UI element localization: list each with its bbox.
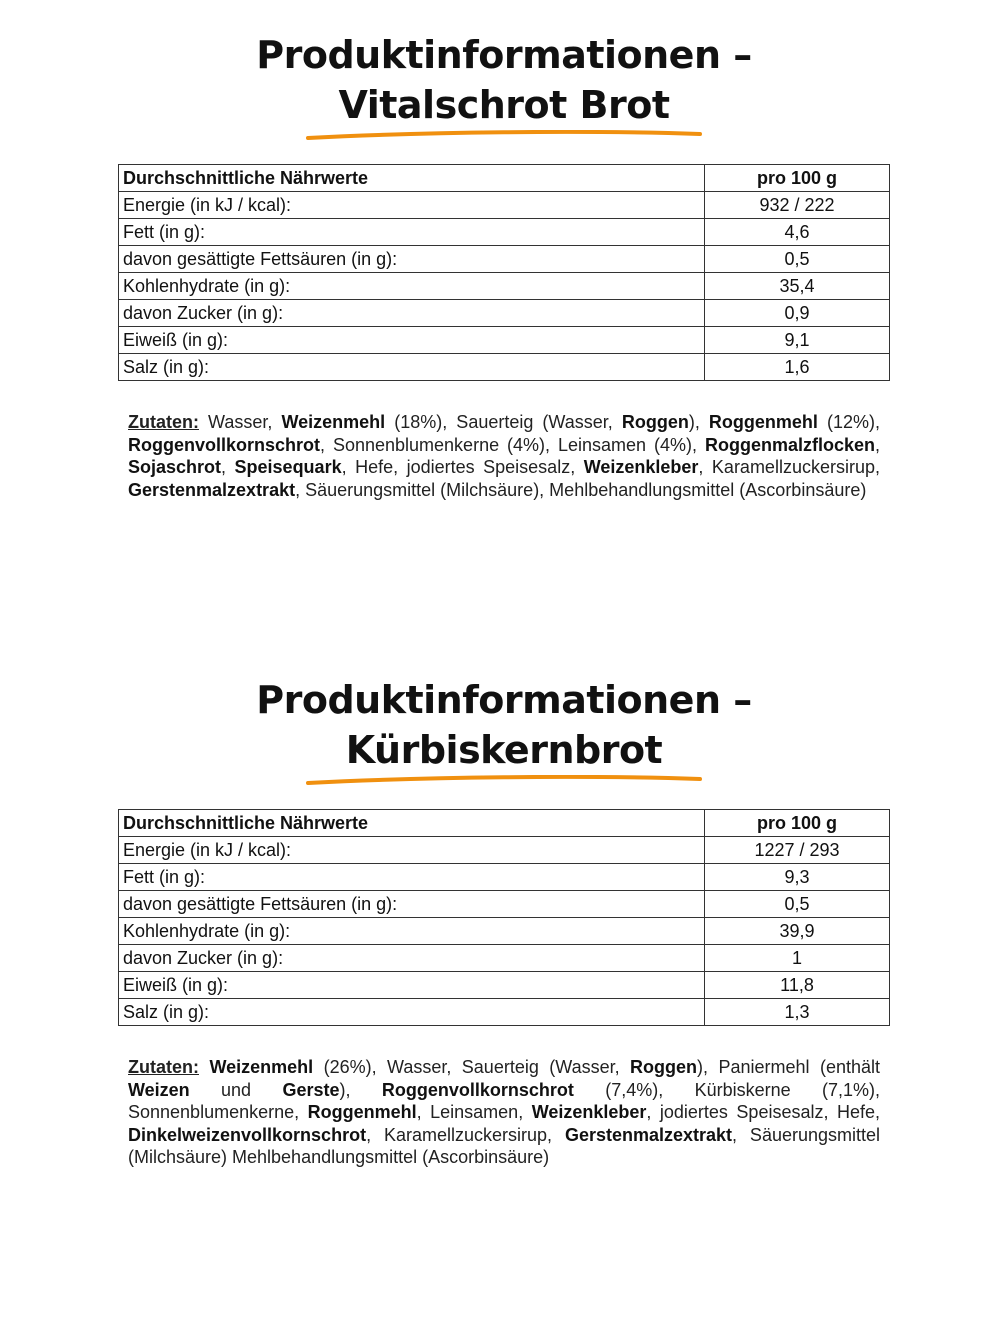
product-section-kuerbiskern [0,675,1008,1169]
table-row [119,219,890,246]
table-row [119,354,890,381]
ingredient-text-run: , Säuerungsmittel (Milchsäure), Mehlbehandlungsmittel (Ascorbinsäure) [295,479,867,500]
allergen-ingredient: Gerstenmalzextrakt [128,479,296,500]
row-label: Kohlenhydrate (in g): [119,918,705,945]
allergen-ingredient: Weizen [128,1079,190,1100]
allergen-ingredient: Roggenmehl [307,1102,417,1122]
table-row [119,837,890,864]
allergen-ingredient: Gerste [282,1079,340,1100]
table-row [119,273,890,300]
allergen-ingredient: Weizenmehl [209,1057,314,1077]
table-header-row [119,165,890,192]
ingredient-text-run: und [189,1079,283,1100]
row-value: 0,9 [705,300,890,327]
row-value: 1,3 [705,999,890,1026]
allergen-ingredient: Dinkelweizenvollkornschrot [128,1124,367,1145]
row-value: 9,1 [705,327,890,354]
title-line-1: Produktinformationen – [256,678,752,722]
title-line-1: Produktinformationen – [256,33,752,77]
nutrition-table [118,164,890,381]
ingredients-text [128,412,880,500]
nutrition-table [118,809,890,1026]
table-row [119,891,890,918]
ingredient-text-run: , Leinsamen, [416,1102,532,1122]
row-value: 9,3 [705,864,890,891]
ingredient-text-run: (12%), [817,412,880,432]
row-value: 4,6 [705,219,890,246]
table-row [119,192,890,219]
ingredient-text-run: (26%), Wasser, Sauerteig (Wasser, [313,1057,631,1077]
allergen-ingredient: Roggenmalzflocken [704,434,875,455]
row-label: Salz (in g): [119,354,705,381]
row-label: Fett (in g): [119,219,705,246]
row-label: Energie (in kJ / kcal): [119,837,705,864]
table-row [119,972,890,999]
row-value: 1227 / 293 [705,837,890,864]
ingredient-text-run: (18%), Sauerteig (Wasser, [385,412,622,432]
ingredients-label: Zutaten: [128,412,199,432]
ingredient-text-run: , Karamellzuckersirup, [698,457,880,477]
title-underline-brush [304,130,704,142]
ingredient-text-run: , [874,434,880,455]
ingredient-text-run [199,1057,209,1077]
ingredient-text-run: , jodiertes Speisesalz, Hefe, [646,1102,880,1122]
row-label: davon Zucker (in g): [119,945,705,972]
allergen-ingredient: Gerstenmalzextrakt [564,1124,733,1145]
title-line-2: Kürbiskernbrot [345,728,663,772]
table-row [119,327,890,354]
ingredient-text-run: , [221,457,235,477]
row-value: 35,4 [705,273,890,300]
ingredients-paragraph [128,1056,880,1169]
row-value: 0,5 [705,891,890,918]
ingredient-text-run: , Säuerungsmittel (Milchsäure) Mehlbehandlungsmittel (Ascorbinsäure) [128,1124,881,1167]
table-row [119,246,890,273]
ingredient-text-run: , Sonnenblumenkerne (4%), Leinsamen (4%), [320,434,705,455]
row-label: davon gesättigte Fettsäuren (in g): [119,891,705,918]
table-header-row [119,810,890,837]
row-label: Eiweiß (in g): [119,327,705,354]
allergen-ingredient: Weizenkleber [583,457,699,477]
allergen-ingredient: Weizenkleber [531,1102,647,1122]
table-row [119,864,890,891]
row-label: Eiweiß (in g): [119,972,705,999]
ingredients-text [128,1057,880,1167]
table-row [119,918,890,945]
allergen-ingredient: Roggenvollkornschrot [128,434,321,455]
row-value: 39,9 [705,918,890,945]
table-row [119,999,890,1026]
row-label: Energie (in kJ / kcal): [119,192,705,219]
row-value: 1,6 [705,354,890,381]
ingredients-label: Zutaten: [128,1057,199,1077]
row-value: 0,5 [705,246,890,273]
allergen-ingredient: Roggen [630,1057,698,1077]
row-label: Kohlenhydrate (in g): [119,273,705,300]
header-nutrients: Durchschnittliche Nährwerte [119,810,705,837]
table-row [119,300,890,327]
ingredient-text-run: (7,4%), Kürbiskerne (7,1%), Sonnenblumenkerne, [128,1079,880,1122]
header-per-100g: pro 100 g [705,810,890,837]
row-label: davon gesättigte Fettsäuren (in g): [119,246,705,273]
allergen-ingredient: Roggenmehl [708,412,818,432]
ingredient-text-run: ), [688,412,709,432]
header-per-100g: pro 100 g [705,165,890,192]
title-underline-brush [304,775,704,787]
title-line-2: Vitalschrot Brot [338,83,670,127]
header-nutrients: Durchschnittliche Nährwerte [119,165,705,192]
ingredients-paragraph [128,411,880,501]
allergen-ingredient: Speisequark [234,457,342,477]
ingredient-text-run: , Hefe, jodiertes Speisesalz, [341,457,584,477]
product-title [0,675,1008,775]
allergen-ingredient: Weizenmehl [281,412,386,432]
row-label: davon Zucker (in g): [119,300,705,327]
ingredient-text-run: ), Paniermehl (enthält [697,1057,880,1077]
ingredient-text-run: , Karamellzuckersirup, [366,1124,565,1145]
product-title [0,30,1008,130]
ingredient-text-run: Wasser, [199,412,282,432]
row-label: Fett (in g): [119,864,705,891]
row-value: 11,8 [705,972,890,999]
row-label: Salz (in g): [119,999,705,1026]
ingredient-text-run: ), [339,1079,382,1100]
allergen-ingredient: Sojaschrot [128,457,222,477]
row-value: 1 [705,945,890,972]
allergen-ingredient: Roggen [621,412,689,432]
row-value: 932 / 222 [705,192,890,219]
product-section-vitalschrot [0,30,1008,501]
allergen-ingredient: Roggenvollkornschrot [381,1079,574,1100]
table-row [119,945,890,972]
